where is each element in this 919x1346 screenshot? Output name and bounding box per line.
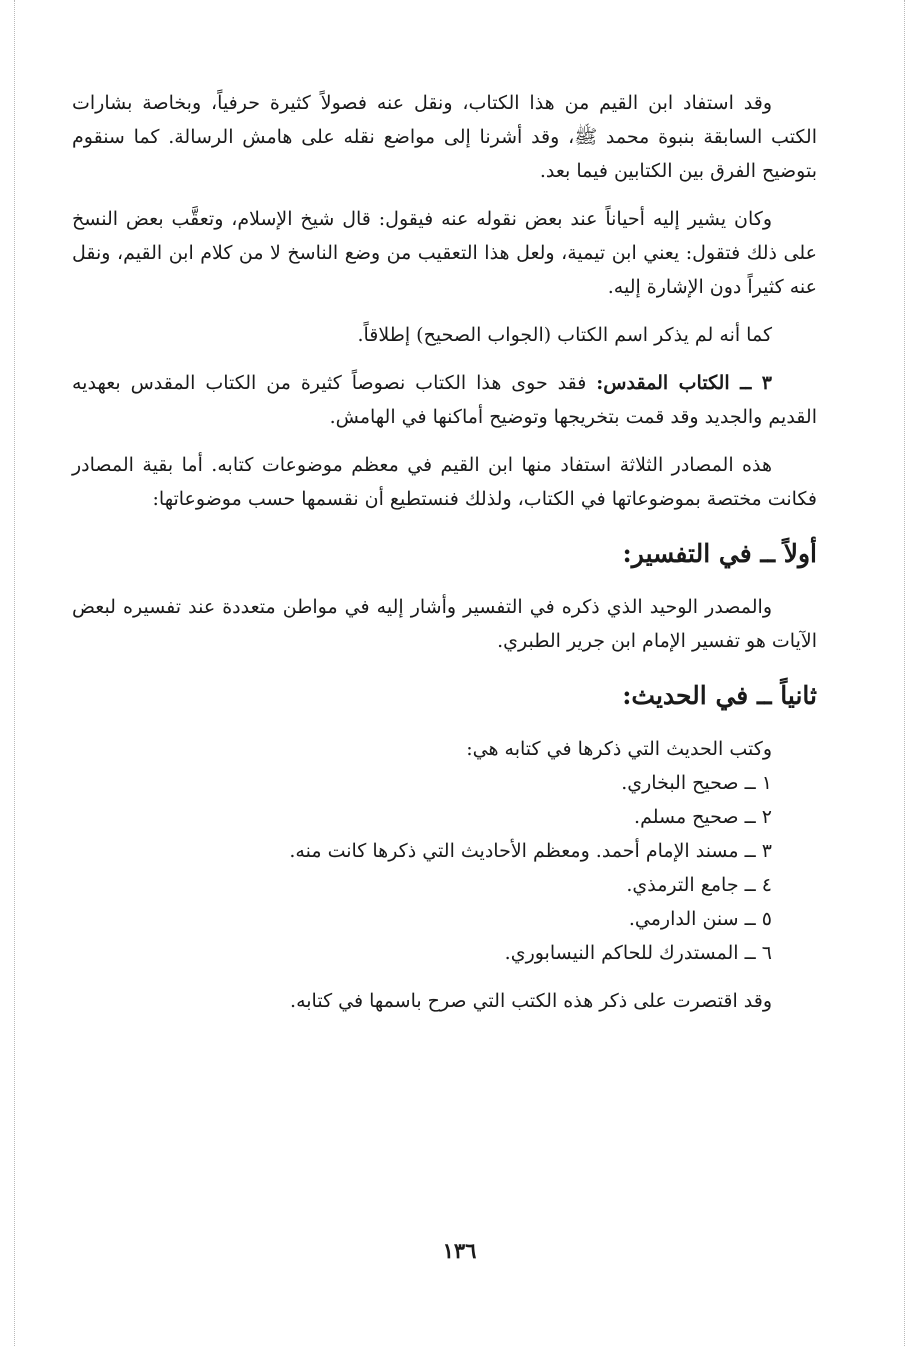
heading-tafsir: أولاً ــ في التفسير: xyxy=(622,539,817,568)
page-number: ١٣٦ xyxy=(442,1238,477,1263)
paragraph-sources: هذه المصادر الثلاثة استفاد منها ابن القيم في معظم موضوعات كتابه. أما بقية المصادر فكانت مختصة بموضوعاتها في الكتاب، ولذلك فنستطيع أن نقسمها حسب موضوعاتها: xyxy=(72,454,817,510)
hadith-books-list xyxy=(72,766,772,970)
list-item: ٢ ــ صحيح مسلم. xyxy=(634,806,772,828)
paragraph-tafsir: والمصدر الوحيد الذي ذكره في التفسير وأشار إليه في مواطن متعددة عند تفسيره لبعض الآيات هو تفسير الإمام ابن جرير الطبري. xyxy=(72,596,817,652)
left-margin-dots xyxy=(14,0,15,1346)
list-item: ٤ ــ جامع الترمذي. xyxy=(626,874,772,896)
paragraph-book-name: كما أنه لم يذكر اسم الكتاب (الجواب الصحيح) إطلاقاً. xyxy=(357,324,772,346)
list-item: ٥ ــ سنن الدارمي. xyxy=(628,908,772,930)
closing-paragraph: وقد اقتصرت على ذكر هذه الكتب التي صرح باسمها في كتابه. xyxy=(290,990,772,1012)
list-item: ٣ ــ مسند الإمام أحمد. ومعظم الأحاديث التي ذكرها كانت منه. xyxy=(289,840,772,862)
heading-hadith: ثانياً ــ في الحديث: xyxy=(622,681,817,710)
paragraph-sheikh-islam: وكان يشير إليه أحياناً عند بعض نقوله عنه فيقول: قال شيخ الإسلام، وتعقَّب بعض النسخ على ذلك فتقول: يعني ابن تيمية، ولعل هذا التعقيب من وضع الناسخ لا من كلام ابن القيم، ونقل عنه كثيراً دون الإشارة إليه. xyxy=(72,208,817,298)
page-body xyxy=(72,86,817,1032)
paragraph-ibn-qayyim-use: وقد استفاد ابن القيم من هذا الكتاب، ونقل عنه فصولاً كثيرة حرفياً، وبخاصة بشارات الكتب السابقة بنبوة محمد ﷺ، وقد أشرنا إلى مواضع نقله على هامش الرسالة. كما سنقوم بتوضيح الفرق بين الكتابين فيما بعد. xyxy=(72,92,817,182)
paragraph-holy-book xyxy=(72,366,817,434)
source3-label: ٣ ــ الكتاب المقدس: xyxy=(596,372,773,394)
right-margin-dots xyxy=(904,0,905,1346)
source3-text: فقد حوى هذا الكتاب نصوصاً كثيرة من الكتاب المقدس بعهديه القديم والجديد وقد قمت بتخريجها وتوضيح أماكنها في الهامش. xyxy=(72,372,817,428)
list-item: ١ ــ صحيح البخاري. xyxy=(621,772,772,794)
hadith-intro: وكتب الحديث التي ذكرها في كتابه هي: xyxy=(466,738,772,760)
list-item: ٦ ــ المستدرك للحاكم النيسابوري. xyxy=(504,942,772,964)
